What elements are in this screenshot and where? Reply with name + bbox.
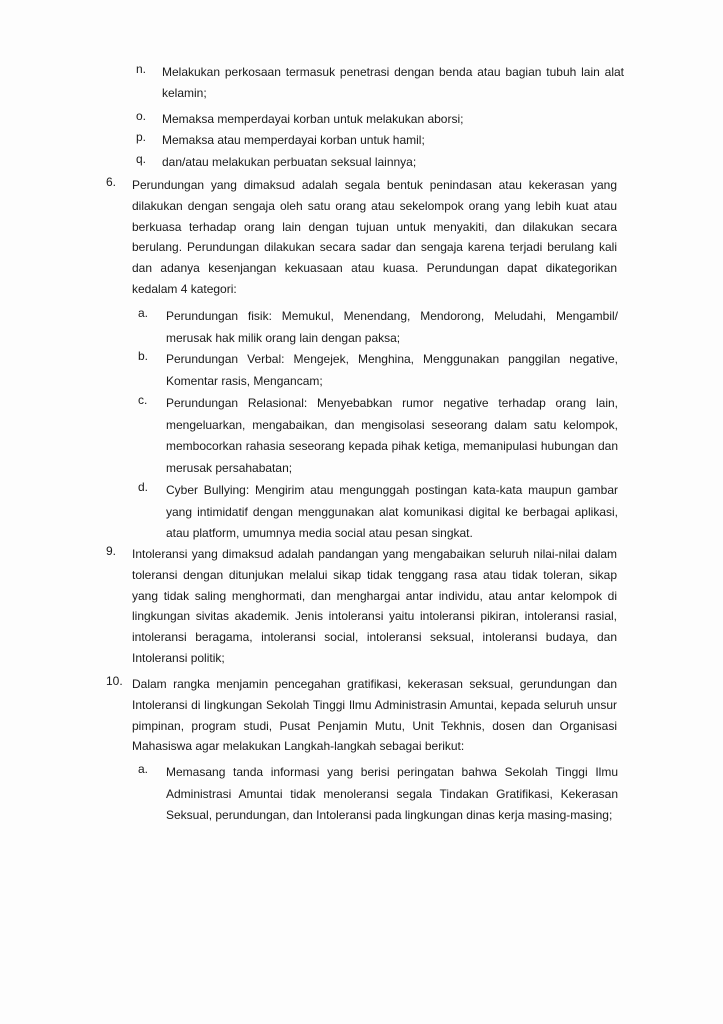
list-marker: p. [136,130,147,144]
list-marker: b. [138,349,149,363]
list-item-text: Dalam rangka menjamin pencegahan gratifikasi, kekerasan seksual, gerundungan dan Intoleransi di lingkungan Sekolah Tinggi Ilmu Administrasin Amuntai, kepada seluruh unsur pimpinan, program studi, Pusat Penjamin Mutu, Unit Tekhnis, dosen dan Organisasi Mahasiswa agar melakukan Langkah-langkah sebagai berikut: [132,677,617,754]
list-marker: 10. [106,674,123,688]
list-item-text: Perundungan Verbal: Mengejek, Menghina, Menggunakan panggilan negative, Komentar rasis, Mengancam; [166,352,618,388]
list-item-text: Perundungan fisik: Memukul, Menendang, Mendorong, Meludahi, Mengambil/ merusak hak milik orang lain dengan paksa; [166,309,618,345]
list-item-text: Memaksa atau memperdayai korban untuk hamil; [162,133,425,147]
list-item-text: Memaksa memperdayai korban untuk melakukan aborsi; [162,112,464,126]
list-marker: q. [136,152,147,166]
list-item-text: dan/atau melakukan perbuatan seksual lainnya; [162,155,417,169]
list-marker: o. [136,109,147,123]
list-item-text: Intoleransi yang dimaksud adalah pandangan yang mengabaikan seluruh nilai-nilai dalam toleransi dengan ditunjukan melalui sikap tidak tenggang rasa atau tidak toleran, sikap yang tidak saling menghormati, dan menghargai antar individu, atau antar kelompok di lingkungan sivitas akademik. Jenis intoleransi yaitu intoleransi pikiran, intoleransi rasial, intoleransi beragama, intoleransi social, intoleransi seksual, intoleransi budaya, dan Intoleransi politik; [132,547,617,665]
list-marker: 6. [106,175,117,189]
list-item-text: Memasang tanda informasi yang berisi peringatan bahwa Sekolah Tinggi Ilmu Administrasi Amuntai tidak menoleransi segala Tindakan Gratifikasi, Kekerasan Seksual, perundungan, dan Intoleransi pada lingkungan dinas kerja masing-masing; [166,765,618,822]
list-marker: n. [136,62,147,76]
list-item-text: Perundungan yang dimaksud adalah segala bentuk penindasan atau kekerasan yang dilakukan dengan sengaja oleh satu orang atau sekelompok orang yang lebih kuat atau berkuasa terhadap orang lain dengan tujuan untuk menyakiti, dan dilakukan secara berulang. Perundungan dilakukan secara sadar dan sengaja karena terjadi berulang kali dan adanya kesenjangan kekuasaan atau kuasa. Perundungan dapat dikategorikan kedalam 4 kategori: [132,178,617,296]
list-marker: a. [138,306,149,320]
list-marker: a. [138,762,149,776]
list-marker: 9. [106,544,117,558]
list-marker: d. [138,480,149,494]
list-item-text: Perundungan Relasional: Menyebabkan rumor negative terhadap orang lain, mengeluarkan, mengabaikan, dan mengisolasi seseorang dalam satu kelompok, membocorkan rahasia seseorang kepada pihak ketiga, memanipulasi hubungan dan merusak persahabatan; [166,396,618,475]
list-item-text: Cyber Bullying: Mengirim atau mengunggah postingan kata-kata maupun gambar yang intimidatif dengan menggunakan alat komunikasi digital ke berbagai aplikasi, atau platform, umumnya media social atau pesan singkat. [166,483,618,540]
list-marker: c. [138,393,148,407]
list-item-text: Melakukan perkosaan termasuk penetrasi dengan benda atau bagian tubuh lain alat kelamin; [162,65,624,100]
